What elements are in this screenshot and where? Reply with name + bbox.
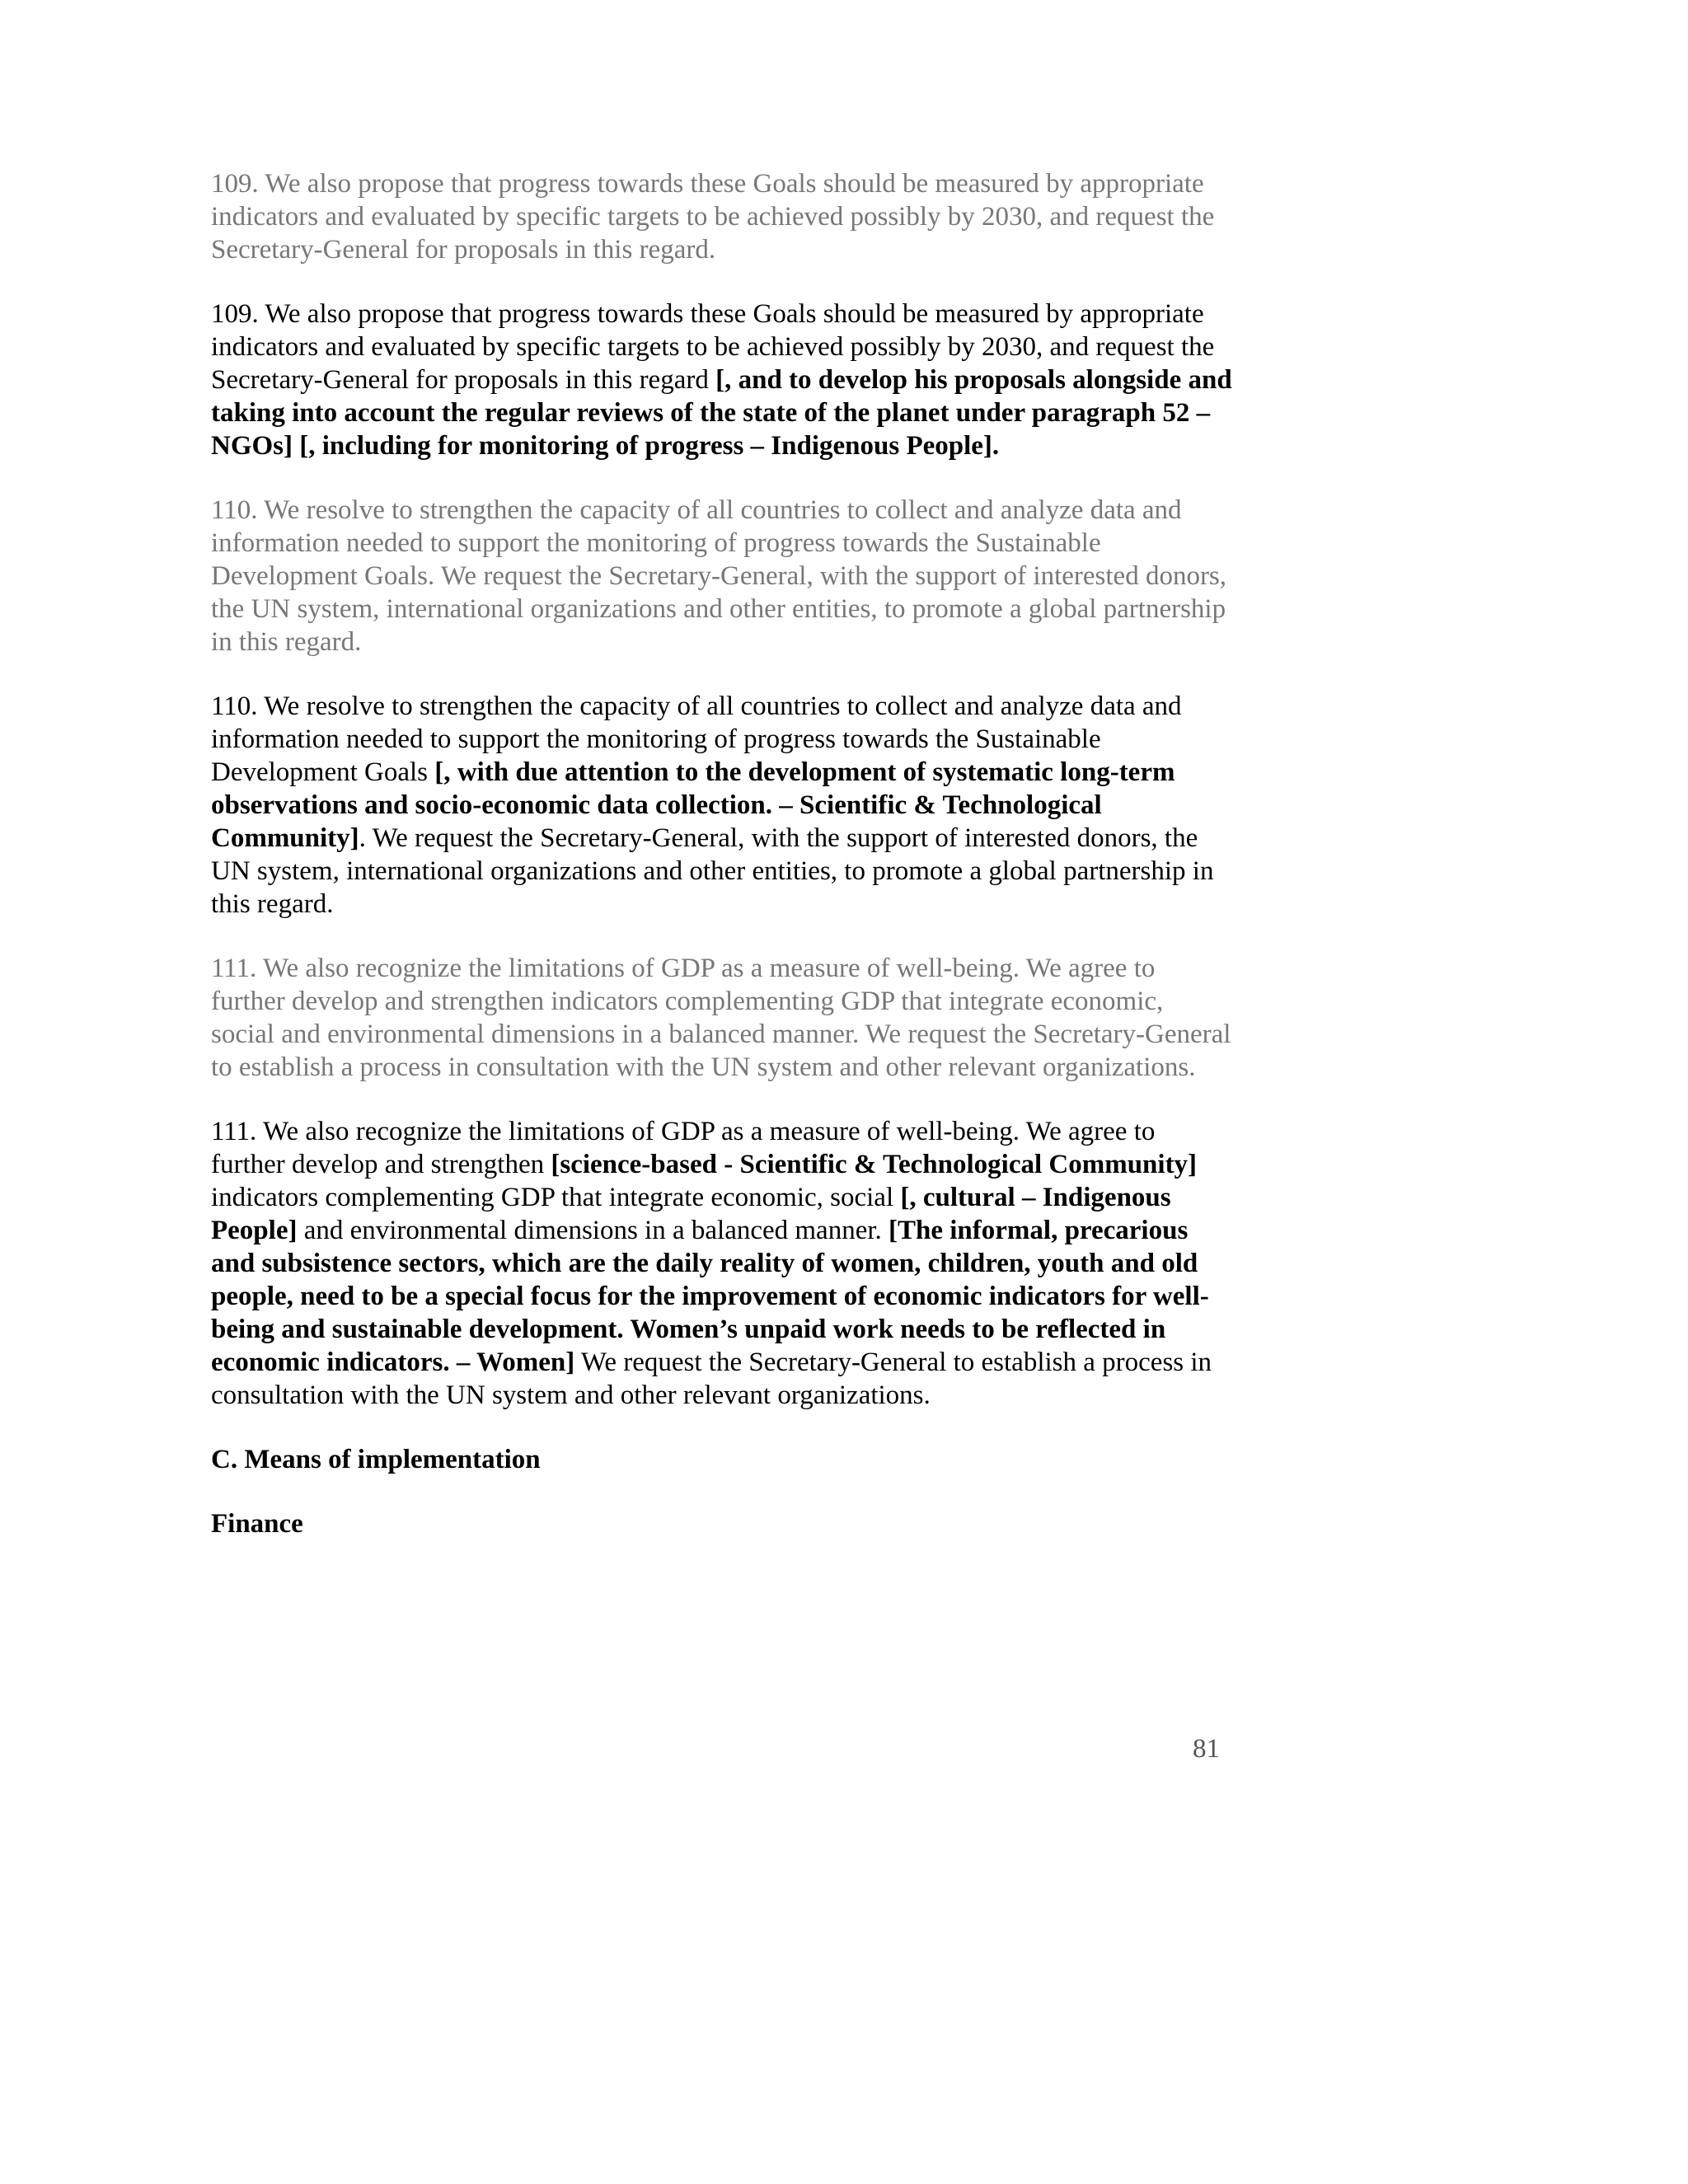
section-heading: C. Means of implementation xyxy=(211,1445,541,1474)
text-segment: indicators complementing GDP that integrate economic, social xyxy=(211,1183,901,1212)
text-segment: 109. We also propose that progress towards these Goals should be measured by appropriate indicators and evaluated by specific targets to be achieved possibly by 2030, and request the Secretary-General for proposals in this regard. xyxy=(211,169,1215,265)
document-page xyxy=(211,167,1233,1572)
text-segment: 109. We also propose that progress towards these Goals should be measured by appropriate indicators and evaluated by specific targets to be achieved possibly by 2030, and request the Secretary-General for proposals in this regard xyxy=(211,299,1215,395)
amendment-text: [, cultural – Indigenous People] xyxy=(211,1183,1171,1245)
text-segment: 110. We resolve to strengthen the capacity of all countries to collect and analyze data and information needed to support the monitoring of progress towards the Sustainable Development Goals. We request the Secretary-General, with the support of interested donors, the UN system, international organizations and other entities, to promote a global partnership in this regard. xyxy=(211,495,1227,657)
paragraph-111-original xyxy=(211,952,1233,1084)
paragraph-109-original xyxy=(211,167,1233,266)
amendment-text: [science-based - Scientific & Technological Community] xyxy=(551,1150,1198,1179)
text-segment: 111. We also recognize the limitations of GDP as a measure of well-being. We agree to further develop and strengthen indicators complementing GDP that integrate economic, social and environmental dimensions in a balanced manner. We request the Secretary-General to establish a process in consultation with the UN system and other relevant organizations. xyxy=(211,954,1231,1082)
text-segment: . We request the Secretary-General, with the support of interested donors, the UN system, international organizations and other entities, to promote a global partnership in this regard. xyxy=(211,823,1214,919)
text-segment: and environmental dimensions in a balanced manner. xyxy=(297,1216,889,1245)
text-segment: We request the Secretary-General to establish a process in consultation with the UN system and other relevant organizations. xyxy=(211,1347,1212,1410)
subsection-heading: Finance xyxy=(211,1509,303,1539)
amendment-text: [, and to develop his proposals alongside and taking into account the regular reviews of the state of the planet under paragraph 52 – NGOs] [, including for monitoring of progress – Indigenous People]. xyxy=(211,365,1232,461)
amendment-text: [The informal, precarious and subsistence sectors, which are the daily reality of women, children, youth and old people, need to be a special focus for the improvement of economic indicators for well-being and sustainable development. Women’s unpaid work needs to be reflected in economic indicators. – Women] xyxy=(211,1216,1209,1377)
text-segment: 111. We also recognize the limitations of GDP as a measure of well-being. We agree to further develop and strengthen xyxy=(211,1117,1156,1179)
paragraph-109-amended xyxy=(211,298,1233,462)
page-number: 81 xyxy=(1193,1734,1220,1764)
amendment-text: [, with due attention to the development of systematic long-term observations and socio-economic data collection. – Scientific & Technological Community] xyxy=(211,757,1175,853)
paragraph-111-amended xyxy=(211,1115,1233,1412)
paragraph-110-amended xyxy=(211,690,1233,921)
paragraph-110-original xyxy=(211,494,1233,658)
text-segment: 110. We resolve to strengthen the capacity of all countries to collect and analyze data and information needed to support the monitoring of progress towards the Sustainable Development Goals xyxy=(211,691,1182,787)
